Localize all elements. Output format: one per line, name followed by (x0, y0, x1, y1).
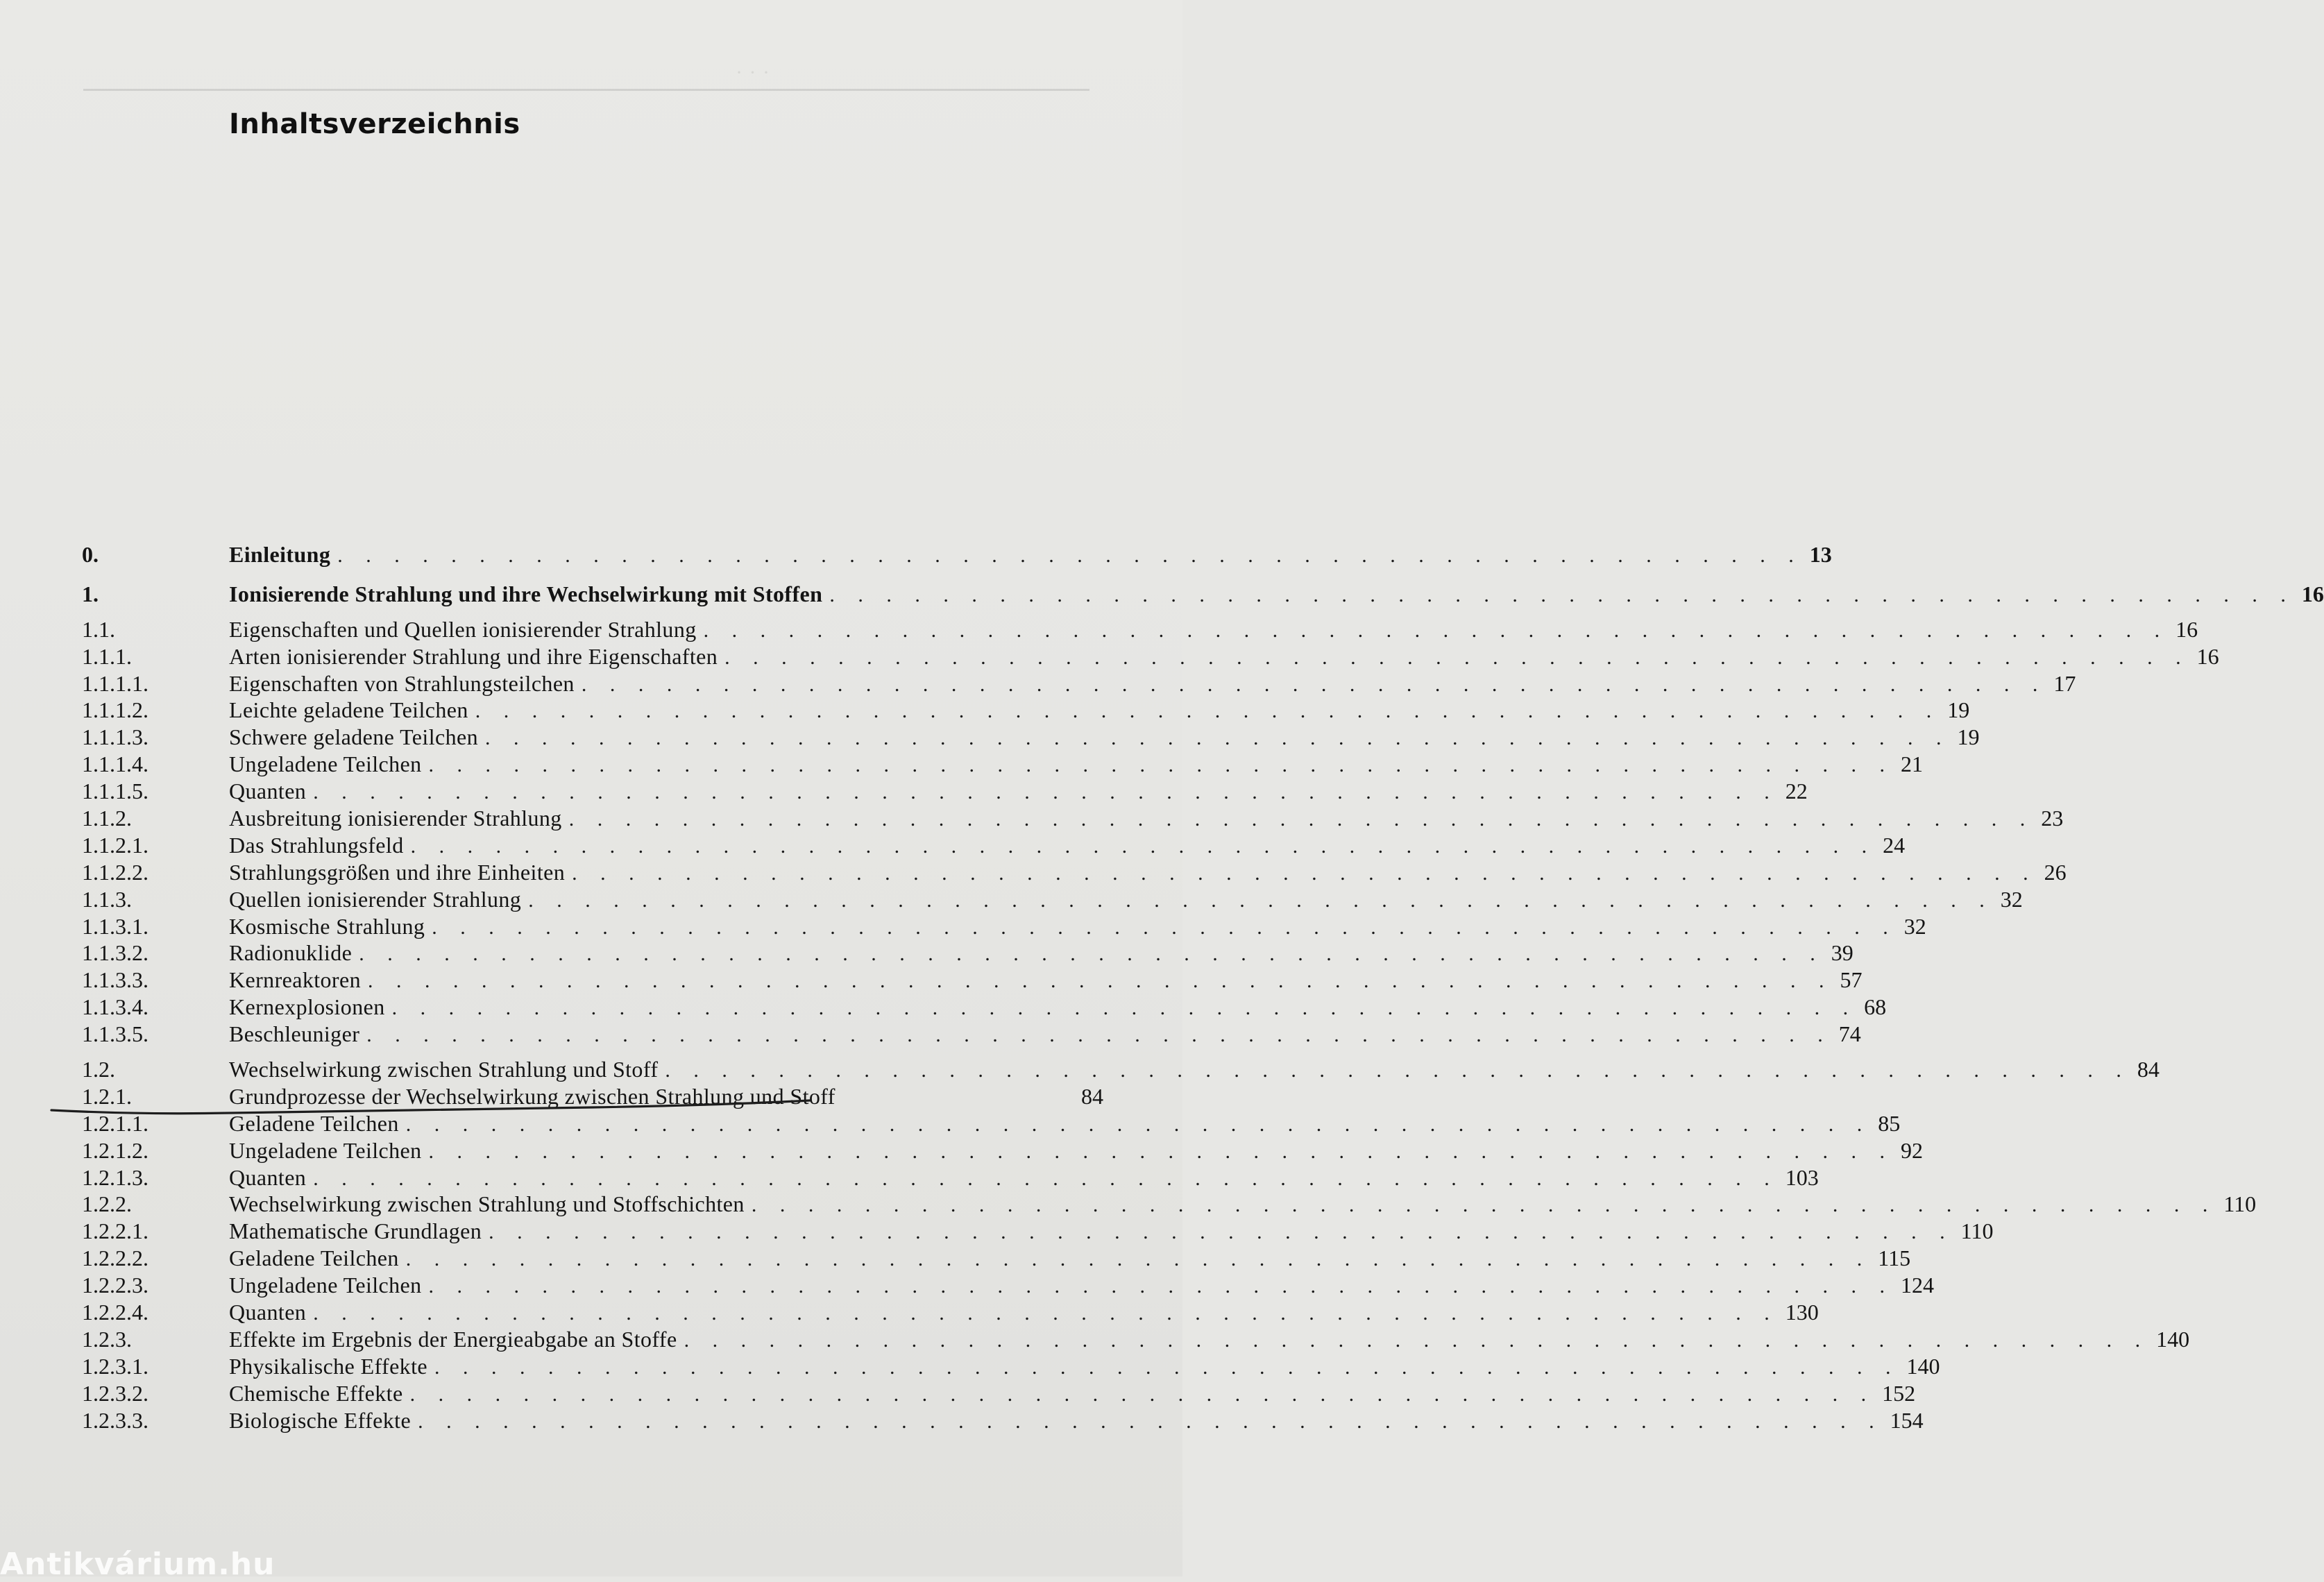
show-through-rule (83, 89, 1089, 91)
toc-entry (82, 1353, 1940, 1380)
leader-dots: . . . . . . . . . . . . . . . . . . . . . . . . . . . . . . . . . . . . . . . . . . . . . . . . . . . . (581, 672, 2047, 696)
leader-dots: . . . . . . . . . . . . . . . . . . . . . . . . . . . . . . . . . . . . . . . . . . . . . . . . . . . . (313, 1166, 1779, 1190)
leader-dots: . . . . . . . . . . . . . . . . . . . . . . . . . . . . . . . . . . . . . . . . . . . . . . . . . . . . (428, 1139, 1894, 1163)
toc-entry-number: 1.2. (82, 1057, 115, 1082)
toc-entry-page: 32 (2000, 886, 2023, 912)
toc-entry-label: Beschleuniger (229, 1021, 360, 1047)
toc-entry (82, 643, 2219, 670)
toc-entry (82, 697, 1970, 724)
leader-dots: . . . . . . . . . . . . . . . . . . . . . . . . . . . . . . . . . . . . . . . . . . . . . . . . . . . . (410, 834, 1876, 858)
toc-entry-page: 85 (1878, 1110, 1901, 1136)
toc-entry (82, 859, 2067, 886)
leader-dots: . . . . . . . . . . . . . . . . . . . . . . . . . . . . . . . . . . . . . . . . . . . . . . . . . . . . (434, 1355, 1900, 1379)
toc-entry-number: 1.1.1.2. (82, 697, 149, 723)
toc-entry-label: Wechselwirkung zwischen Strahlung und Stoffschichten (229, 1191, 745, 1217)
toc-entry-number: 1.2.3.2. (82, 1380, 149, 1406)
toc-entry-number: 1.1.3. (82, 886, 132, 912)
toc-entry (82, 913, 1926, 940)
leader-dots: . . . . . . . . . . . . . . . . . . . . . . . . . . . . . . . . . . . . . . . . . . . . . . . . . . . . (313, 781, 1779, 804)
toc-entry-page: 19 (1957, 724, 1980, 750)
toc-entry-label: Arten ionisierender Strahlung und ihre Eigenschaften (229, 643, 718, 669)
toc-entry (82, 805, 2064, 832)
toc-entry-number: 1.2.2.4. (82, 1300, 149, 1325)
toc-entry-page: 24 (1883, 832, 1906, 858)
toc-entry-number: 1.2.3.3. (82, 1407, 149, 1433)
toc-entry-page: 140 (2156, 1326, 2190, 1352)
toc-entry-number: 1.1.1. (82, 643, 132, 669)
leader-dots: . . . . . . . . . . . . . . . . . . . . . . . . . . . . . . . . . . . . . . . . . . . . . . . . . . . . (665, 1059, 2130, 1082)
toc-entry (82, 581, 2324, 608)
toc-entry-label: Kernreaktoren (229, 967, 361, 993)
toc-entry-label: Kosmische Strahlung (229, 913, 425, 939)
toc-entry-label: Geladene Teilchen (229, 1110, 399, 1136)
leader-dots: . . . . . . . . . . . . . . . . . . . . . . . . . . . . . . . . . . . . . . . . . . . . . . . . . . . . (489, 1220, 1954, 1244)
toc-entry-page: 22 (1785, 779, 1808, 804)
toc-entry-page: 92 (1901, 1137, 1924, 1163)
leader-dots: . . . . . . . . . . . . . . . . . . . . . . . . . . . . . . . . . . . . . . . . . . . . . . . . . . . . (359, 942, 1824, 966)
toc-entry (82, 541, 1832, 568)
toc-entry-page: 130 (1785, 1300, 1819, 1325)
toc-entry-number: 1.2.2. (82, 1191, 132, 1217)
toc-entry-number: 1.1.2.2. (82, 859, 149, 885)
leader-dots: . . . . . . . . . . . . . . . . . . . . . . . . . . . . . . . . . . . . . . . . . . . . . . . . . . . . (485, 726, 1951, 750)
toc-entry-number: 1.2.1.3. (82, 1164, 149, 1190)
toc-entry-label: Effekte im Ergebnis der Energieabgabe an Stoffe (229, 1326, 677, 1352)
leader-dots: . . . . . . . . . . . . . . . . . . . . . . . . . . . . . . . . . . . . . . . . . . . . . . . . . . . . (405, 1112, 1872, 1136)
toc-entry (82, 616, 2198, 643)
toc-entry-label: Quanten (229, 779, 307, 804)
toc-entry-page: 84 (2137, 1057, 2160, 1082)
toc-entry-page: 103 (1785, 1164, 1819, 1190)
toc-entry (82, 1407, 1924, 1434)
toc-entry-number: 1.1.1.3. (82, 724, 149, 750)
toc-entry (82, 1326, 2190, 1353)
leader-dots: . . . . . . . . . . . . . . . . . . . . . . . . . . . . . . . . . . . . . . . . . . . . . . . . . . . . (829, 583, 2295, 606)
toc-entry (82, 1137, 1924, 1164)
leader-dots: . . . . . . . . . . . . . . . . . . . . . . . . . . . . . . . . . . . . . . . . . . . . . . . . . . . . (409, 1382, 1876, 1406)
leader-dots: . . . . . . . . . . . . . . . . . . . . . . . . . . . . . . . . . . . . . . . . . . . . . . . . . . . . (703, 618, 2169, 642)
toc-entry-label: Das Strahlungsfeld (229, 832, 404, 858)
toc-entry-label: Ungeladene Teilchen (229, 1137, 422, 1163)
toc-entry-label: Kernexplosionen (229, 994, 385, 1020)
toc-entry-page: 84 (1081, 1083, 1103, 1109)
toc-entry-page: 110 (2223, 1191, 2257, 1217)
toc-entry (82, 724, 1980, 751)
toc-entry-page: 39 (1831, 940, 1854, 966)
toc-entry-page: 154 (1890, 1407, 1924, 1433)
toc-entry (82, 1272, 1935, 1299)
toc-entry-label: Ionisierende Strahlung und ihre Wechselwirkung mit Stoffen (229, 581, 823, 606)
toc-entry-page: 68 (1864, 994, 1887, 1020)
toc-entry-page: 110 (1960, 1218, 1994, 1244)
toc-entry-number: 1.1.2. (82, 806, 132, 831)
toc-entry-number: 1.2.3.1. (82, 1353, 149, 1379)
toc-entry-number: 1.2.2.3. (82, 1273, 149, 1298)
toc-entry-page: 16 (2196, 643, 2219, 669)
leader-dots: . . . . . . . . . . . . . . . . . . . . . . . . . . . . . . . . . . . . . . . . . . . . . . . . . . . . (418, 1409, 1883, 1433)
toc-entry (82, 1191, 2257, 1218)
toc-entry (82, 939, 1854, 967)
toc-entry (82, 1164, 1819, 1191)
toc-entry-number: 1.2.2.1. (82, 1218, 149, 1244)
toc-entry-page: 26 (2044, 859, 2067, 885)
toc-entry-label: Ausbreitung ionisierender Strahlung (229, 806, 562, 831)
leader-dots: . . . . . . . . . . . . . . . . . . . . . . . . . . . . . . . . . . . . . . . . . . . . . . . . . . . . (568, 808, 2035, 831)
leader-dots: . . . . . . . . . . . . . . . . . . . . . . . . . . . . . . . . . . . . . . . . . . . . . . . . . . . . (367, 969, 1833, 993)
toc-entry-label: Geladene Teilchen (229, 1245, 399, 1271)
toc-entry-label: Einleitung (229, 542, 331, 567)
toc-entry-number: 1.1.1.4. (82, 751, 149, 777)
toc-entry-number: 1.1.3.3. (82, 967, 149, 993)
toc-entry-number: 1.1.3.4. (82, 994, 149, 1020)
watermark: Antikvárium.hu (0, 1547, 275, 1582)
leader-dots: . . . . . . . . . . . . . . . . . . . . . . . . . . . . . . . . . . . . . . . . . . . . . . . . . . . . (528, 888, 1994, 912)
leader-dots: . . . . . . . . . . . . . . . . . . . . . . . . . . . . . . . . . . . . . . . . . . . . . . . . . . . . (684, 1328, 2150, 1352)
toc-entry-page: 140 (1906, 1353, 1940, 1379)
show-through-text: · · · (736, 61, 770, 84)
toc-entry-page: 17 (2053, 670, 2076, 696)
toc-entry-number: 1.1.2.1. (82, 832, 149, 858)
leader-dots: . . . . . . . . . . . . . . . . . . . . . . . . . . . . . . . . . . . . . . . . . . . . . . . . . . . . (724, 645, 2190, 669)
leader-dots: . . . . . . . . . . . . . . . . . . . . . . . . . . . . . . . . . . . . . . . . . . . . . . . . . . . . (572, 861, 2037, 885)
toc-entry-label: Eigenschaften von Strahlungsteilchen (229, 670, 575, 696)
leader-dots: . . . . . . . . . . . . . . . . . . . . . . . . . . . . . . . . . . . . . . . . . . . . . . . . . . . . (428, 754, 1894, 777)
toc-entry-number: 1.1.3.2. (82, 940, 149, 966)
toc-entry-label: Ungeladene Teilchen (229, 1273, 422, 1298)
toc-entry-page: 16 (2301, 581, 2324, 606)
toc-entry-label: Leichte geladene Teilchen (229, 697, 468, 723)
toc-entry-label: Mathematische Grundlagen (229, 1218, 482, 1244)
page-title: Inhaltsverzeichnis (229, 108, 520, 140)
leader-dots: . . . . . . . . . . . . . . . . . . . . . . . . . . . . . . . . . . . . . . . . . . . . . . . . . . . . (313, 1302, 1779, 1325)
toc-entry-label: Schwere geladene Teilchen (229, 724, 478, 750)
toc-entry-page: 16 (2175, 616, 2198, 642)
toc-entry-label: Chemische Effekte (229, 1380, 403, 1406)
leader-dots: . . . . . . . . . . . . . . . . . . . . . . . . . . . . . . . . . . . . . . . . . . . . . . . . . . . . (391, 996, 1858, 1020)
leader-dots: . . . . . . . . . . . . . . . . . . . . . . . . . . . . . . . . . . . . . . . . . . . . . . . . . . . . (432, 915, 1897, 939)
leader-dots: . . . . . . . . . . . . . . . . . . . . . . . . . . . . . . . . . . . . . . . . . . . . . . . . . . . . (366, 1023, 1832, 1047)
toc-entry-number: 1.1.1.5. (82, 779, 149, 804)
toc-entry (82, 886, 2023, 913)
toc-entry (82, 832, 1906, 859)
toc-entry-label: Eigenschaften und Quellen ionisierender Strahlung (229, 616, 697, 642)
toc-entry (82, 1218, 1994, 1245)
toc-entry-label: Physikalische Effekte (229, 1353, 427, 1379)
toc-entry (82, 1299, 1819, 1326)
toc-entry-number: 1.1.1.1. (82, 670, 149, 696)
toc-entry-label: Quellen ionisierender Strahlung (229, 886, 522, 912)
toc-entry-number: 1. (82, 581, 99, 606)
toc-entry-number: 1.1. (82, 616, 115, 642)
toc-entry (82, 1056, 2160, 1083)
toc-entry (82, 670, 2076, 697)
toc-entry-label: Radionuklide (229, 940, 353, 966)
toc-entry (82, 967, 1863, 994)
toc-entry-label: Biologische Effekte (229, 1407, 412, 1433)
toc-entry-page: 115 (1878, 1245, 1911, 1271)
toc-entry-page: 19 (1947, 697, 1970, 723)
toc-entry-label: Strahlungsgrößen und ihre Einheiten (229, 859, 566, 885)
leader-dots: . . . . . . . . . . . . . . . . . . . . . . . . . . . . . . . . . . . . . . . . . . . . . . . . . . . . (337, 544, 1803, 567)
toc-entry-number: 1.2.3. (82, 1326, 132, 1352)
leader-dots: . . . . . . . . . . . . . . . . . . . . . . . . . . . . . . . . . . . . . . . . . . . . . . . . . . . . (405, 1248, 1872, 1271)
toc-entry-number: 1.2.1.1. (82, 1110, 149, 1136)
toc-entry-number: 1.2.1.2. (82, 1137, 149, 1163)
toc-entry (82, 778, 1808, 805)
toc-entry-page: 74 (1838, 1021, 1861, 1047)
toc-entry-number: 1.1.3.5. (82, 1021, 149, 1047)
toc-entry-label: Quanten (229, 1164, 307, 1190)
leader-dots: . . . . . . . . . . . . . . . . . . . . . . . . . . . . . . . . . . . . . . . . . . . . . . . . . . . . (751, 1193, 2217, 1217)
toc-entry-page: 23 (2041, 806, 2064, 831)
toc-entry-page: 57 (1840, 967, 1863, 993)
toc-entry (82, 751, 1924, 778)
toc-entry-label: Wechselwirkung zwischen Strahlung und Stoff (229, 1057, 659, 1082)
toc-entry (82, 1245, 1911, 1272)
toc-entry-number: 1.2.2.2. (82, 1245, 149, 1271)
toc-entry-label: Quanten (229, 1300, 307, 1325)
toc-entry-page: 152 (1882, 1380, 1916, 1406)
toc-entry-page: 13 (1809, 542, 1832, 567)
toc-entry-label: Ungeladene Teilchen (229, 751, 422, 777)
toc-entry-page: 32 (1903, 913, 1926, 939)
toc-entry-number: 1.1.3.1. (82, 913, 149, 939)
toc-entry-number: 1.2.1. (82, 1083, 132, 1109)
toc-entry-page: 21 (1901, 751, 1924, 777)
toc-entry-number: 0. (82, 542, 99, 567)
leader-dots: . . . . . . . . . . . . . . . . . . . . . . . . . . . . . . . . . . . . . . . . . . . . . . . . . . . . (428, 1275, 1894, 1298)
toc-entry-label: Grundprozesse der Wechselwirkung zwischen Strahlung und Stoff (229, 1083, 836, 1109)
toc-entry (82, 994, 1887, 1021)
toc-entry (82, 1380, 1916, 1407)
table-of-contents (82, 541, 2324, 1434)
toc-entry-page: 124 (1901, 1273, 1935, 1298)
pen-underline-mark (50, 1098, 813, 1119)
leader-dots: . . . . . . . . . . . . . . . . . . . . . . . . . . . . . . . . . . . . . . . . . . . . . . . . . . . . (475, 699, 1941, 723)
toc-entry (82, 1021, 1861, 1048)
